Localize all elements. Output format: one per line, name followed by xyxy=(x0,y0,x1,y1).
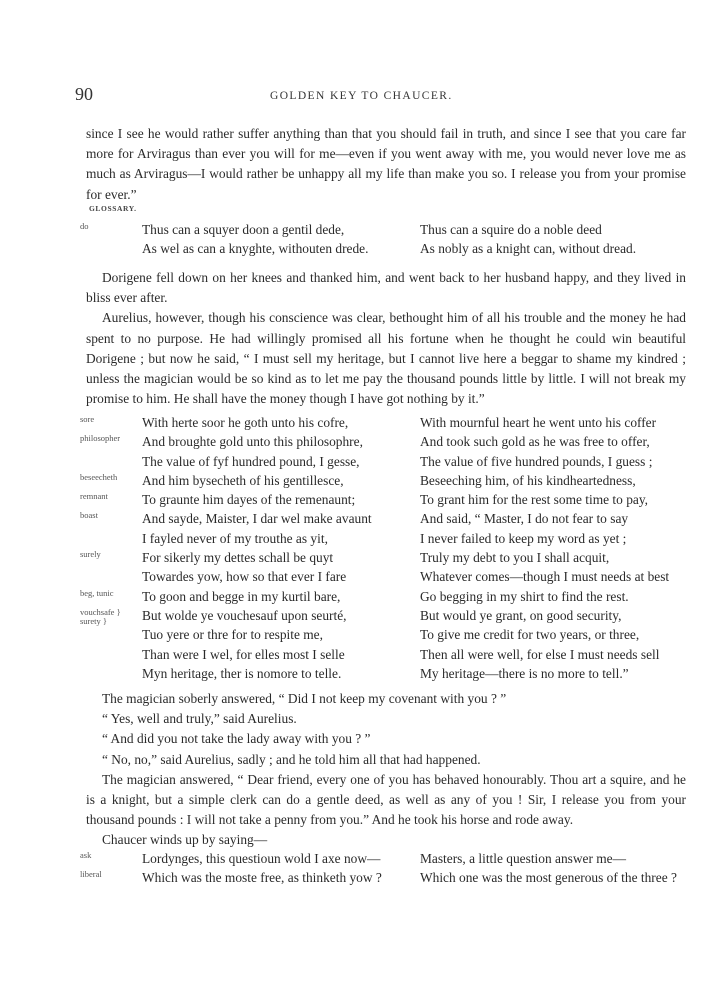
verse-block-1 xyxy=(80,220,695,259)
verse-line xyxy=(80,413,695,432)
verse-line xyxy=(80,432,695,451)
paragraph: Dorigene fell down on her knees and thanked him, and went back to her husband happy, and they lived in bliss ever after. xyxy=(86,270,686,306)
middle-english-line: And sayde, Maister, I dar wel make avaunt xyxy=(142,511,372,527)
modern-english-line: And took such gold as he was free to offer, xyxy=(420,434,650,450)
middle-english-line: To goon and begge in my kurtil bare, xyxy=(142,588,341,604)
middle-english-line: Than were I wel, for elles most I selle xyxy=(142,646,345,662)
modern-english-line: Masters, a little question answer me— xyxy=(420,851,627,866)
modern-english-line: My heritage—there is no more to tell.” xyxy=(420,665,629,681)
gloss-word: liberal xyxy=(80,869,102,880)
modern-english-line: As nobly as a knight can, without dread. xyxy=(420,241,637,257)
verse-line xyxy=(80,490,695,509)
verse-line xyxy=(80,606,695,625)
glossary-heading: GLOSSARY. xyxy=(89,204,137,213)
running-title: GOLDEN KEY TO CHAUCER. xyxy=(270,90,453,102)
middle-english-line: I fayled never of my trouthe as yit, xyxy=(142,530,328,546)
gloss-word: do xyxy=(80,221,89,231)
gloss-word: remnant xyxy=(80,491,108,502)
modern-english-line: To give me credit for two years, or three, xyxy=(420,627,640,643)
middle-english-line: And broughte gold unto this philosophre, xyxy=(142,434,363,450)
verse-line xyxy=(80,625,695,644)
verse-line xyxy=(80,567,695,586)
middle-english-line: Tuo yere or thre for to respite me, xyxy=(142,627,323,643)
middle-english-line: And him bysecheth of his gentillesce, xyxy=(142,472,344,488)
verse-line xyxy=(80,868,695,887)
middle-english-line: Thus can a squyer doon a gentil dede, xyxy=(142,222,345,237)
middle-english-line: Which was the moste free, as thinketh yow ? xyxy=(142,870,382,886)
gloss-word: vouchsafe } surety } xyxy=(80,606,121,626)
paragraph: Aurelius, however, though his conscience was clear, bethought him of all his trouble and the money he had spent to no purpose. He had willingly promised all his fortune when he thought he could win beautiful Dorigene ; but now he said, “ I must sell my heritage, but I cannot live here a beggar to shame my kindred ; unless the magician would be so kind as to let me pay the thousand pounds little by little. I will not break my promise to him. He shall have the money though I have got nothing by it.” xyxy=(86,310,686,407)
page-number: 90 xyxy=(75,84,93,104)
narrative-section-2 xyxy=(86,689,686,851)
middle-english-line: For sikerly my dettes schall be quyt xyxy=(142,550,334,566)
modern-english-line: With mournful heart he went unto his coffer xyxy=(420,415,657,430)
verse-line xyxy=(80,849,695,868)
verse-line xyxy=(80,587,695,606)
narrative-section-1 xyxy=(86,268,686,409)
opening-paragraph xyxy=(86,124,686,205)
gloss-word: sore xyxy=(80,414,95,424)
middle-english-line: Lordynges, this questioun wold I axe now— xyxy=(142,851,381,866)
modern-english-line: But would ye grant, on good security, xyxy=(420,607,622,623)
middle-english-line: But wolde ye vouchesauf upon seurté, xyxy=(142,607,347,623)
paragraph: The magician soberly answered, “ Did I not keep my covenant with you ? ” xyxy=(102,691,507,706)
modern-english-line: Thus can a squire do a noble deed xyxy=(420,222,602,237)
paragraph: Chaucer winds up by saying— xyxy=(102,832,268,848)
gloss-word: boast xyxy=(80,510,98,521)
verse-line xyxy=(80,509,695,528)
modern-english-line: Beseeching him, of his kindheartedness, xyxy=(420,472,636,488)
middle-english-line: Towardes yow, how so that ever I fare xyxy=(142,569,347,585)
verse-block-2 xyxy=(80,413,695,683)
paragraph: since I see he would rather suffer anything than that you should fail in truth, and since I see that you care far more for Arviragus than ever you will for me—even if you went away with me, you would never love me as much as Arviragus—I would rather be unhappy all my life than make you so. I release you from your promise for ever.” xyxy=(86,126,686,202)
verse-line xyxy=(80,548,695,567)
paragraph: “ No, no,” said Aurelius, sadly ; and he told him all that had happened. xyxy=(102,751,481,767)
middle-english-line: To graunte him dayes of the remenaunt; xyxy=(142,492,356,508)
gloss-word: ask xyxy=(80,850,92,860)
verse-block-3 xyxy=(80,849,695,888)
paragraph: “ And did you not take the lady away with you ? ” xyxy=(102,731,371,747)
verse-line xyxy=(80,239,695,258)
verse-line xyxy=(80,664,695,683)
middle-english-line: With herte soor he goth unto his cofre, xyxy=(142,415,349,430)
middle-english-line: Myn heritage, ther is nomore to telle. xyxy=(142,665,342,681)
gloss-word: beseecheth xyxy=(80,471,118,482)
middle-english-line: The value of fyf hundred pound, I gesse, xyxy=(142,453,360,469)
paragraph: “ Yes, well and truly,” said Aurelius. xyxy=(102,711,297,727)
modern-english-line: Which one was the most generous of the three ? xyxy=(420,870,677,886)
verse-line xyxy=(80,220,695,239)
paragraph: The magician answered, “ Dear friend, every one of you has behaved honourably. Thou art a squire, and he is a knight, but a simple clerk can do a gentle deed, as well as any of you ! Sir, I release you from your thousand pounds : I will not take a penny from you.” And he took his horse and rode away. xyxy=(86,771,686,828)
modern-english-line: To grant him for the rest some time to pay, xyxy=(420,492,649,508)
modern-english-line: I never failed to keep my word as yet ; xyxy=(420,530,627,546)
verse-line xyxy=(80,471,695,490)
gloss-word: surely xyxy=(80,549,101,560)
gloss-word: philosopher xyxy=(80,433,121,444)
verse-line xyxy=(80,645,695,664)
verse-line xyxy=(80,452,695,471)
modern-english-line: Go begging in my shirt to find the rest. xyxy=(420,588,629,604)
gloss-word: beg, tunic xyxy=(80,587,114,598)
verse-line xyxy=(80,529,695,548)
modern-english-line: And said, “ Master, I do not fear to say xyxy=(420,511,629,527)
modern-english-line: Truly my debt to you I shall acquit, xyxy=(420,550,610,566)
middle-english-line: As wel as can a knyghte, withouten drede. xyxy=(142,241,369,257)
modern-english-line: The value of five hundred pounds, I guess ; xyxy=(420,453,653,469)
modern-english-line: Then all were well, for else I must needs sell xyxy=(420,646,660,662)
modern-english-line: Whatever comes—though I must needs at best xyxy=(420,569,670,585)
